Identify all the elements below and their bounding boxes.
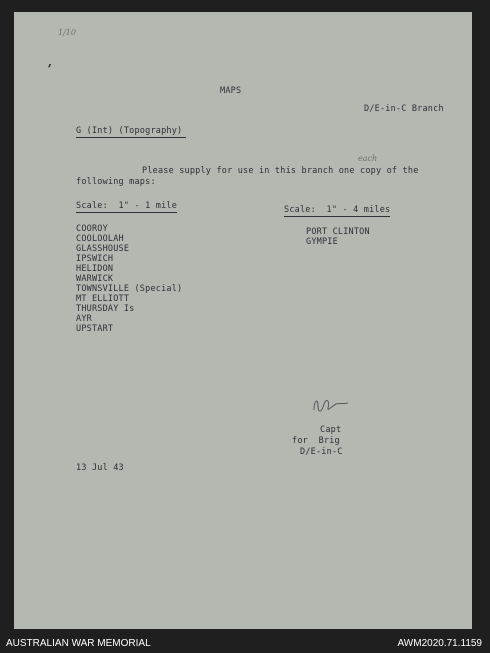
map-name: HELIDON xyxy=(76,264,114,274)
map-name: COOLOOLAH xyxy=(76,234,124,244)
map-name: WARWICK xyxy=(76,274,114,284)
pencil-note: 1/10 xyxy=(58,28,76,37)
map-name: COOROY xyxy=(76,224,108,234)
footer-accession-number: AWM2020.71.1159 xyxy=(397,638,482,649)
signature xyxy=(308,394,354,416)
map-name: TOWNSVILLE (Special) xyxy=(76,284,183,294)
memo-title: MAPS xyxy=(220,86,242,96)
map-name: GLASSHOUSE xyxy=(76,244,130,254)
footer-archive-name: AUSTRALIAN WAR MEMORIAL xyxy=(6,638,151,649)
document-page xyxy=(14,12,472,629)
pencil-mark: , xyxy=(48,56,52,69)
body-line-2: following maps: xyxy=(76,177,156,187)
handwritten-insert: each xyxy=(358,154,378,163)
signatory-rank: Capt xyxy=(320,425,342,435)
sender: G (Int) (Topography) xyxy=(76,126,186,138)
scale-right-heading: Scale: 1" - 4 miles xyxy=(284,205,391,215)
signatory-for: for Brig xyxy=(292,436,340,446)
signatory-office: D/E-in-C xyxy=(300,447,343,457)
map-name: GYMPIE xyxy=(306,237,338,247)
map-list-left xyxy=(76,224,182,334)
map-name: AYR xyxy=(76,314,92,324)
body-line-1: Please supply for use in this branch one copy of the xyxy=(142,166,419,176)
map-name: PORT CLINTON xyxy=(306,227,370,237)
map-name: UPSTART xyxy=(76,324,114,334)
map-list-right xyxy=(306,227,370,247)
memo-date: 13 Jul 43 xyxy=(76,463,124,473)
scale-left-heading: Scale: 1" - 1 mile xyxy=(76,201,178,211)
map-name: MT ELLIOTT xyxy=(76,294,130,304)
map-name: IPSWICH xyxy=(76,254,114,264)
recipient: D/E-in-C Branch xyxy=(364,104,444,114)
map-name: THURSDAY Is xyxy=(76,304,135,314)
